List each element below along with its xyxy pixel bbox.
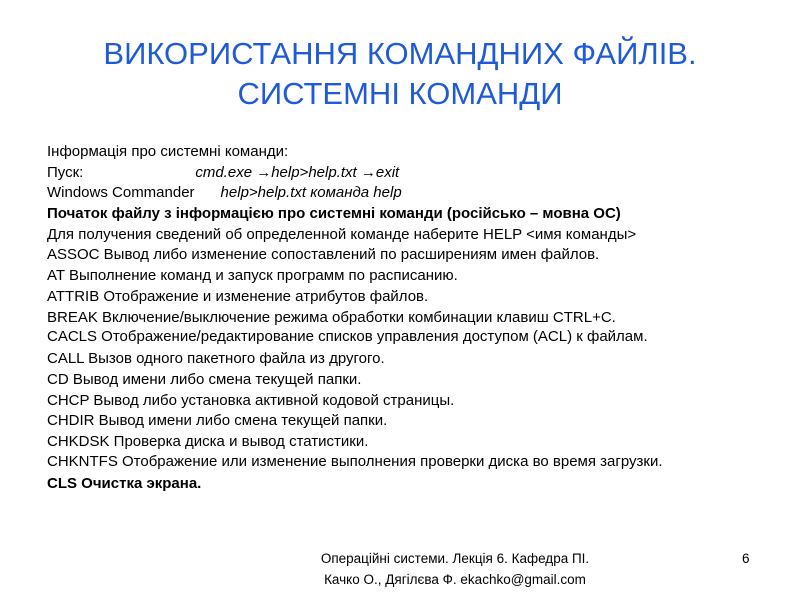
wc-command: help>help.txt команда help bbox=[220, 184, 402, 202]
wc-label: Windows Commander bbox=[47, 184, 195, 202]
title-line-1: ВИКОРИСТАННЯ КОМАНДНИХ ФАЙЛІВ. bbox=[103, 36, 697, 71]
command-call: CALL Вызов одного пакетного файла из другого. bbox=[47, 350, 385, 368]
title-line-2: СИСТЕМНІ КОМАНДИ bbox=[237, 76, 563, 111]
command-cacls: CACLS Отображение/редактирование списков управления доступом (ACL) к файлам. bbox=[47, 328, 648, 346]
section-heading: Початок файлу з інформацією про системні команди (російсько – мовна ОС) bbox=[47, 205, 621, 223]
slide-footer bbox=[230, 548, 680, 590]
footer-line-1: Операційні системи. Лекція 6. Кафедра ПІ. bbox=[320, 551, 590, 566]
page-number: 6 bbox=[742, 551, 750, 566]
command-chcp: CHCP Вывод либо установка активной кодовой страницы. bbox=[47, 391, 455, 409]
command-cls: CLS Очистка экрана. bbox=[47, 474, 202, 492]
info-line: Інформація про системні команди: bbox=[47, 143, 289, 160]
slide-title bbox=[40, 34, 760, 114]
start-command: cmd.exe →help>help.txt →exit bbox=[195, 163, 400, 181]
slide-body bbox=[47, 142, 767, 494]
help-note: Для получения сведений об определенной команде наберите HELP <имя команды> bbox=[47, 225, 637, 243]
footer-line-2: Качко О., Дягілєва Ф. ekachko@gmail.com bbox=[324, 572, 586, 587]
command-break: BREAK Включение/выключение режима обработки комбинации клавиш CTRL+C. bbox=[47, 308, 616, 326]
command-chkntfs: CHKNTFS Отображение или изменение выполнения проверки диска во время загрузки. bbox=[47, 452, 663, 470]
command-at: AT Выполнение команд и запуск программ по расписанию. bbox=[47, 267, 458, 285]
command-cd: CD Вывод имени либо смена текущей папки. bbox=[47, 370, 362, 388]
command-chdir: CHDIR Вывод имени либо смена текущей папки. bbox=[47, 412, 388, 430]
start-line bbox=[47, 163, 767, 184]
wc-line bbox=[47, 183, 767, 204]
command-attrib: ATTRIB Отображение и изменение атрибутов файлов. bbox=[47, 287, 429, 305]
command-chkdsk: CHKDSK Проверка диска и вывод статистики. bbox=[47, 432, 369, 450]
command-assoc: ASSOC Вывод либо изменение сопоставлений по расширениям имен файлов. bbox=[47, 246, 600, 264]
start-label: Пуск: bbox=[47, 163, 84, 181]
